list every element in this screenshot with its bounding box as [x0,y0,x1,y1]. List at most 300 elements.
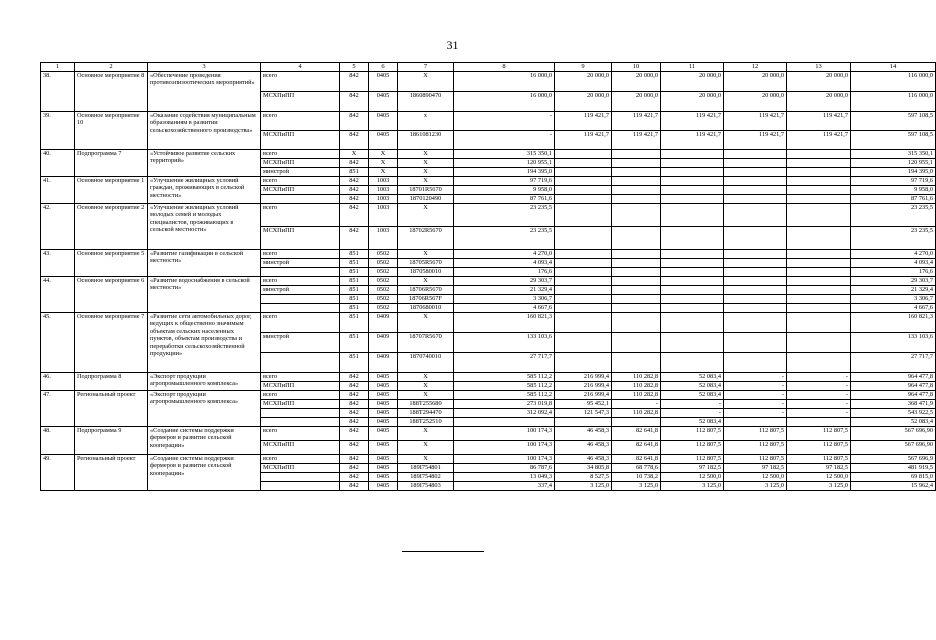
value-cell: 1870580010 [398,268,454,277]
value-cell: 18701R5670 [398,186,454,195]
value-cell: 0405 [369,92,398,112]
value-cell: 116 000,0 [851,92,936,112]
value-cell: Х [398,159,454,168]
value-cell: 567 696,90 [851,441,936,455]
value-cell [724,286,787,295]
value-cell [555,227,612,250]
value-cell [787,159,851,168]
value-cell: 312 092,4 [454,409,555,418]
item-type: Подпрограмма 7 [75,150,148,177]
value-cell [555,333,612,353]
table-row [41,112,936,131]
value-cell: 842 [340,159,369,168]
value-cell [612,277,661,286]
value-cell: 86 787,6 [454,464,555,473]
value-cell: 68 778,6 [612,464,661,473]
value-cell [661,177,724,186]
row-number: 47. [41,391,75,427]
value-cell: - [724,391,787,400]
value-cell: 3 125,0 [612,482,661,491]
value-cell: 3 125,0 [555,482,612,491]
value-cell: 585 112,2 [454,391,555,400]
value-cell: 20 000,0 [555,72,612,92]
executor-cell: МСХПиПП [261,131,340,150]
executor-cell: минстрой [261,286,340,295]
value-cell: 18707R5670 [398,333,454,353]
value-cell: 0409 [369,313,398,333]
value-cell: 194 395,0 [851,168,936,177]
value-cell: 10 738,2 [612,473,661,482]
value-cell [724,304,787,313]
value-cell: 100 174,3 [454,427,555,441]
value-cell: 842 [340,400,369,409]
column-header-11: 11 [661,63,724,72]
value-cell: 87 761,6 [851,195,936,204]
value-cell [612,304,661,313]
item-name: «Развитие водоснабжения в сельской местности» [148,277,261,313]
table-row [41,150,936,159]
value-cell: 842 [340,112,369,131]
value-cell: 0405 [369,464,398,473]
value-cell: 585 112,2 [454,373,555,382]
value-cell [787,250,851,259]
value-cell: 0405 [369,418,398,427]
value-cell [724,177,787,186]
value-cell: - [787,409,851,418]
value-cell: 842 [340,177,369,186]
executor-cell [261,418,340,427]
value-cell: 119 421,7 [612,112,661,131]
value-cell: 851 [340,353,369,373]
value-cell [787,268,851,277]
value-cell: 119 421,7 [555,112,612,131]
value-cell [555,204,612,227]
executor-cell: минстрой [261,333,340,353]
item-type: Основное мероприятие 8 [75,72,148,112]
value-cell: 133 103,6 [454,333,555,353]
value-cell [787,304,851,313]
value-cell [555,150,612,159]
value-cell [612,250,661,259]
value-cell: 964 477,8 [851,373,936,382]
value-cell: 119 421,7 [724,131,787,150]
row-number: 41. [41,177,75,204]
value-cell: 216 999,4 [555,382,612,391]
executor-cell [261,295,340,304]
row-number: 49. [41,455,75,491]
value-cell: 851 [340,168,369,177]
value-cell: 16 000,0 [454,92,555,112]
value-cell: 194 395,0 [454,168,555,177]
value-cell: 851 [340,259,369,268]
value-cell: 29 303,7 [454,277,555,286]
item-name: «Создание системы поддержки фермеров и развитие сельской кооперации» [148,455,261,491]
item-type: Основное мероприятие 10 [75,112,148,150]
value-cell: х [398,112,454,131]
table-row [41,427,936,441]
value-cell [555,159,612,168]
value-cell: 20 000,0 [555,92,612,112]
executor-cell: всего [261,391,340,400]
executor-cell: МСХПиПП [261,186,340,195]
value-cell: 4 667,6 [851,304,936,313]
value-cell: 112 807,5 [661,427,724,441]
value-cell: 29 303,7 [851,277,936,286]
value-cell: 20 000,0 [724,72,787,92]
value-cell: 315 350,1 [454,150,555,159]
value-cell [787,313,851,333]
value-cell: Х [369,150,398,159]
executor-cell: всего [261,455,340,464]
value-cell: 842 [340,92,369,112]
column-header-12: 12 [724,63,787,72]
value-cell: - [787,382,851,391]
value-cell: Х [398,204,454,227]
value-cell: 0502 [369,277,398,286]
executor-cell: всего [261,250,340,259]
value-cell: 16 000,0 [454,72,555,92]
value-cell: 842 [340,204,369,227]
value-cell: 100 174,3 [454,455,555,464]
value-cell [787,286,851,295]
value-cell: 133 103,6 [851,333,936,353]
value-cell [612,168,661,177]
column-header-8: 8 [454,63,555,72]
value-cell: 0405 [369,391,398,400]
value-cell: 0502 [369,268,398,277]
value-cell: Х [369,159,398,168]
value-cell: - [612,400,661,409]
value-cell: Х [398,72,454,92]
item-name: «Оказание содействия муниципальным образованиям в развитии сельскохозяйственного производства» [148,112,261,150]
value-cell: 9 958,0 [851,186,936,195]
table-row [41,455,936,464]
value-cell [661,168,724,177]
executor-cell: всего [261,150,340,159]
value-cell: 82 641,8 [612,427,661,441]
value-cell [612,313,661,333]
value-cell: 13 049,3 [454,473,555,482]
value-cell [724,186,787,195]
value-cell: 842 [340,441,369,455]
value-cell [661,159,724,168]
value-cell: 1860890470 [398,92,454,112]
value-cell [724,418,787,427]
value-cell [555,353,612,373]
value-cell: 18706R567F [398,295,454,304]
value-cell: 69 815,0 [851,473,936,482]
value-cell [787,186,851,195]
value-cell: 21 329,4 [454,286,555,295]
value-cell: 12 500,0 [787,473,851,482]
item-name: «Обеспечение проведения противоэпизоотических мероприятий» [148,72,261,112]
value-cell [724,353,787,373]
value-cell: 0405 [369,409,398,418]
value-cell: 842 [340,464,369,473]
value-cell: 112 807,5 [661,441,724,455]
value-cell: 1003 [369,195,398,204]
value-cell: 112 807,5 [724,427,787,441]
column-header-6: 6 [369,63,398,72]
value-cell: 3 125,0 [724,482,787,491]
executor-cell: минстрой [261,168,340,177]
value-cell: 112 807,5 [787,441,851,455]
value-cell [661,268,724,277]
value-cell: 597 108,5 [851,131,936,150]
value-cell: 368 471,9 [851,400,936,409]
value-cell: 851 [340,295,369,304]
value-cell [612,295,661,304]
value-cell: 12 500,0 [724,473,787,482]
value-cell [787,227,851,250]
value-cell: 189I754801 [398,464,454,473]
value-cell: 4 667,6 [454,304,555,313]
value-cell: 842 [340,427,369,441]
value-cell: Х [398,382,454,391]
value-cell [555,186,612,195]
value-cell: 15 962,4 [851,482,936,491]
value-cell: - [724,373,787,382]
executor-cell: МСХПиПП [261,464,340,473]
value-cell: 0405 [369,455,398,464]
value-cell [612,333,661,353]
value-cell: 0502 [369,295,398,304]
value-cell: 160 821,3 [454,313,555,333]
header-row [41,63,936,72]
value-cell [724,195,787,204]
column-header-7: 7 [398,63,454,72]
value-cell: 585 112,2 [454,382,555,391]
value-cell [612,418,661,427]
value-cell: 315 350,1 [851,150,936,159]
value-cell: 18705R5670 [398,259,454,268]
executor-cell [261,268,340,277]
value-cell: - [724,409,787,418]
value-cell: 842 [340,482,369,491]
column-header-1: 1 [41,63,75,72]
value-cell [555,418,612,427]
value-cell: 189I754802 [398,473,454,482]
value-cell: 0502 [369,286,398,295]
value-cell: 27 717,7 [851,353,936,373]
value-cell [555,313,612,333]
value-cell: 119 421,7 [555,131,612,150]
item-type: Подпрограмма 9 [75,427,148,455]
value-cell: 20 000,0 [612,92,661,112]
value-cell [555,195,612,204]
value-cell: 0405 [369,482,398,491]
value-cell: 23 235,5 [851,204,936,227]
executor-cell: всего [261,373,340,382]
value-cell: Х [398,427,454,441]
column-header-10: 10 [612,63,661,72]
item-type: Основное мероприятие 7 [75,313,148,373]
value-cell: 842 [340,72,369,92]
value-cell [555,277,612,286]
value-cell: 842 [340,373,369,382]
value-cell [555,250,612,259]
value-cell: 216 999,4 [555,391,612,400]
value-cell: 964 477,8 [851,382,936,391]
value-cell: 52 083,4 [661,373,724,382]
value-cell: 0405 [369,373,398,382]
value-cell: 842 [340,455,369,464]
item-name: «Развитие газификации в сельской местности» [148,250,261,277]
value-cell [661,313,724,333]
value-cell: 964 477,8 [851,391,936,400]
value-cell: 97 719,6 [454,177,555,186]
executor-cell: МСХПиПП [261,92,340,112]
column-header-3: 3 [148,63,261,72]
value-cell: 1003 [369,177,398,186]
value-cell: 4 270,0 [454,250,555,259]
value-cell: 120 955,1 [851,159,936,168]
value-cell: 12 500,0 [661,473,724,482]
value-cell: 119 421,7 [661,112,724,131]
value-cell [724,295,787,304]
row-number: 46. [41,373,75,391]
value-cell [724,150,787,159]
table-body [41,63,936,491]
value-cell: 18702R5670 [398,227,454,250]
value-cell: 0405 [369,427,398,441]
item-type: Основное мероприятие 6 [75,277,148,313]
value-cell: 0405 [369,72,398,92]
value-cell: 176,6 [454,268,555,277]
row-number: 39. [41,112,75,150]
value-cell: 3 125,0 [661,482,724,491]
value-cell: - [724,382,787,391]
value-cell: 1003 [369,227,398,250]
value-cell: 23 235,5 [454,227,555,250]
executor-cell [261,195,340,204]
item-type: Основное мероприятие 5 [75,250,148,277]
value-cell: 23 235,5 [851,227,936,250]
item-type: Подпрограмма 8 [75,373,148,391]
value-cell: 188T252510 [398,418,454,427]
executor-cell: всего [261,313,340,333]
value-cell: 597 108,5 [851,112,936,131]
value-cell: 52 083,4 [661,382,724,391]
value-cell [661,259,724,268]
value-cell [612,150,661,159]
value-cell [661,353,724,373]
value-cell [787,418,851,427]
value-cell: - [661,409,724,418]
value-cell: 842 [340,131,369,150]
value-cell: 82 641,8 [612,455,661,464]
column-header-4: 4 [261,63,340,72]
value-cell [661,204,724,227]
value-cell: 842 [340,195,369,204]
value-cell: Х [398,313,454,333]
value-cell: 1870680010 [398,304,454,313]
value-cell: 20 000,0 [612,72,661,92]
executor-cell: МСХПиПП [261,227,340,250]
table-row [41,204,936,227]
item-name: «Создание системы поддержки фермеров и развитие сельской кооперации» [148,427,261,455]
column-header-13: 13 [787,63,851,72]
item-name: «Улучшение жилищных условий граждан, проживающих в сельской местности» [148,177,261,204]
table-row [41,277,936,286]
value-cell: 851 [340,286,369,295]
value-cell: 34 805,8 [555,464,612,473]
table-row [41,250,936,259]
column-header-9: 9 [555,63,612,72]
executor-cell: МСХПиПП [261,441,340,455]
value-cell: 0502 [369,259,398,268]
value-cell [612,259,661,268]
value-cell: 119 421,7 [787,131,851,150]
executor-cell: всего [261,204,340,227]
executor-cell [261,482,340,491]
value-cell: Х [398,441,454,455]
value-cell: 97 719,6 [851,177,936,186]
value-cell: 567 696,9 [851,455,936,464]
executor-cell [261,473,340,482]
value-cell: 9 958,0 [454,186,555,195]
value-cell: 851 [340,250,369,259]
value-cell: 3 306,7 [851,295,936,304]
value-cell: 481 919,5 [851,464,936,473]
value-cell: 0405 [369,473,398,482]
value-cell: 851 [340,304,369,313]
value-cell [612,353,661,373]
value-cell: 119 421,7 [661,131,724,150]
value-cell: 119 421,7 [612,131,661,150]
executor-cell: МСХПиПП [261,159,340,168]
value-cell: Х [398,150,454,159]
column-header-14: 14 [851,63,936,72]
value-cell [612,204,661,227]
value-cell: 116 000,0 [851,72,936,92]
value-cell: Х [398,177,454,186]
value-cell: 842 [340,473,369,482]
value-cell [787,277,851,286]
executor-cell: всего [261,177,340,186]
row-number: 42. [41,204,75,250]
value-cell [612,159,661,168]
value-cell: 1003 [369,186,398,195]
value-cell [787,195,851,204]
value-cell: 46 458,3 [555,441,612,455]
value-cell: 110 282,8 [612,391,661,400]
row-number: 43. [41,250,75,277]
value-cell: 337,4 [454,482,555,491]
value-cell: 112 807,5 [724,441,787,455]
value-cell: 4 093,4 [851,259,936,268]
value-cell: - [787,391,851,400]
value-cell: 176,6 [851,268,936,277]
value-cell [555,177,612,186]
value-cell: 112 807,5 [787,427,851,441]
value-cell [661,227,724,250]
value-cell: 119 421,7 [724,112,787,131]
value-cell [661,150,724,159]
row-number: 44. [41,277,75,313]
value-cell [661,250,724,259]
value-cell: 842 [340,227,369,250]
value-cell: 97 182,5 [661,464,724,473]
value-cell: 20 000,0 [787,92,851,112]
value-cell [612,227,661,250]
value-cell [724,204,787,227]
value-cell [724,277,787,286]
value-cell [787,150,851,159]
value-cell: 110 282,8 [612,409,661,418]
value-cell: 851 [340,333,369,353]
value-cell: 97 182,5 [724,464,787,473]
